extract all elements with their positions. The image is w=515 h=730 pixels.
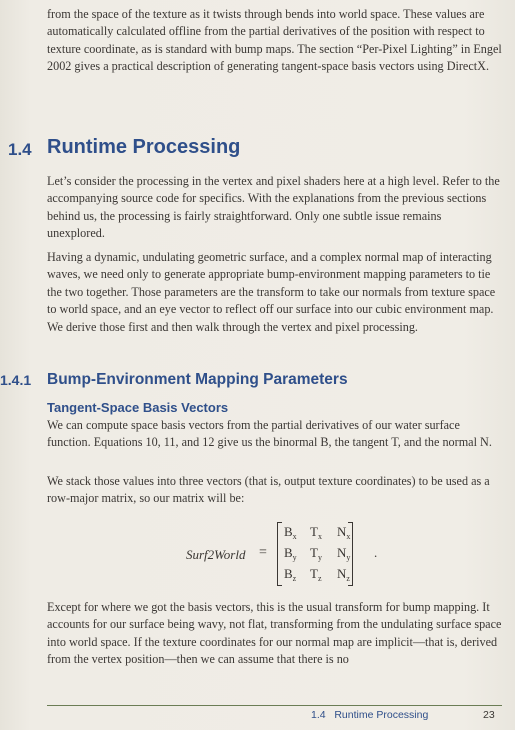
subsection-title: Bump-Environment Mapping Parameters <box>47 371 348 388</box>
footer-section-label: 1.4 Runtime Processing <box>311 709 429 721</box>
basis-paragraph-2: We stack those values into three vectors (that is, output texture coordinates) to be used as a row-major matrix, so our matrix will be: <box>47 474 490 506</box>
matrix-cell-nx <box>337 524 350 541</box>
matrix-cell-subscript: z <box>317 574 322 583</box>
matrix-cell-base: B <box>284 545 293 560</box>
matrix-cell-base: T <box>310 566 318 581</box>
matrix-cell-bx <box>284 524 297 541</box>
matrix-cell-subscript: y <box>346 553 351 562</box>
matrix-cell-subscript: y <box>317 553 322 562</box>
equals-sign: = <box>259 545 267 560</box>
matrix-cell-base: T <box>310 545 318 560</box>
footer-rule <box>47 705 502 706</box>
section-title: Runtime Processing <box>47 136 241 158</box>
page-number: 23 <box>483 709 495 721</box>
matrix-cell-base: B <box>284 524 293 539</box>
basis-paragraph-1: We can compute space basis vectors from the partial derivatives of our water surface function. Equations 10, 11, and 12 give us the binormal B, the tangent T, and the normal N. <box>47 418 492 450</box>
matrix-left-bracket <box>277 522 282 586</box>
matrix-cell-tz <box>310 566 322 583</box>
matrix-cell-base: N <box>337 566 347 581</box>
after-matrix-paragraph: Except for where we got the basis vectors, this is the usual transform for bump mapping. It accounts for our surface being wavy, not flat, transforming from the undulating surface space into world space. If the texture coordinates for our normal map are implicit—that is, derived from the vertex position—then we can assume that there is no <box>47 600 502 667</box>
matrix-cell-by <box>284 545 297 562</box>
surf2world-matrix <box>277 520 365 586</box>
intro-paragraph: from the space of the texture as it twists through bends into world space. These values are automatically calculated offline from the partial derivatives of the position with respect to texture coordinate, as is standard with bump maps. The section “Per-Pixel Lighting” in Engel 2002 gives a practical description of generating tangent-space basis vectors using DirectX. <box>47 7 502 74</box>
matrix-cell-subscript: z <box>346 574 350 583</box>
matrix-label: Surf2World <box>186 547 246 562</box>
matrix-cell-base: T <box>310 524 318 539</box>
subsubsection-title: Tangent-Space Basis Vectors <box>47 400 229 415</box>
matrix-cell-subscript: x <box>346 532 351 541</box>
runtime-paragraph-2: Having a dynamic, undulating geometric surface, and a complex normal map of interacting waves, we need only to generate appropriate bump-environment mapping parameters to tie the two together. Those parameters are the transform to take our normals from texture space to world space, and an eye vector to reflect off our surface into our cubic environment map. We derive those first and then walk through the vertex and pixel processing. <box>47 250 496 334</box>
matrix-cell-nz <box>337 566 350 583</box>
matrix-cell-base: B <box>284 566 293 581</box>
matrix-cell-subscript: x <box>292 532 297 541</box>
runtime-paragraph-1: Let’s consider the processing in the vertex and pixel shaders here at a high level. Refer to the accompanying source code for specifics. With the explanations from the previous sections behind us, the processing is fairly straightforward. Only one subtle issue remains unexplored. <box>47 174 500 241</box>
matrix-period: . <box>374 545 378 560</box>
matrix-cell-subscript: x <box>317 532 322 541</box>
matrix-cell-bz <box>284 566 296 583</box>
matrix-cell-ny <box>337 545 350 562</box>
subsection-number: 1.4.1 <box>0 372 32 388</box>
matrix-cell-base: N <box>337 545 347 560</box>
matrix-cell-subscript: z <box>292 574 297 583</box>
matrix-cell-subscript: y <box>292 553 297 562</box>
matrix-cell-tx <box>310 524 322 541</box>
matrix-cell-ty <box>310 545 322 562</box>
matrix-cell-base: N <box>337 524 347 539</box>
section-number: 1.4 <box>8 140 32 159</box>
